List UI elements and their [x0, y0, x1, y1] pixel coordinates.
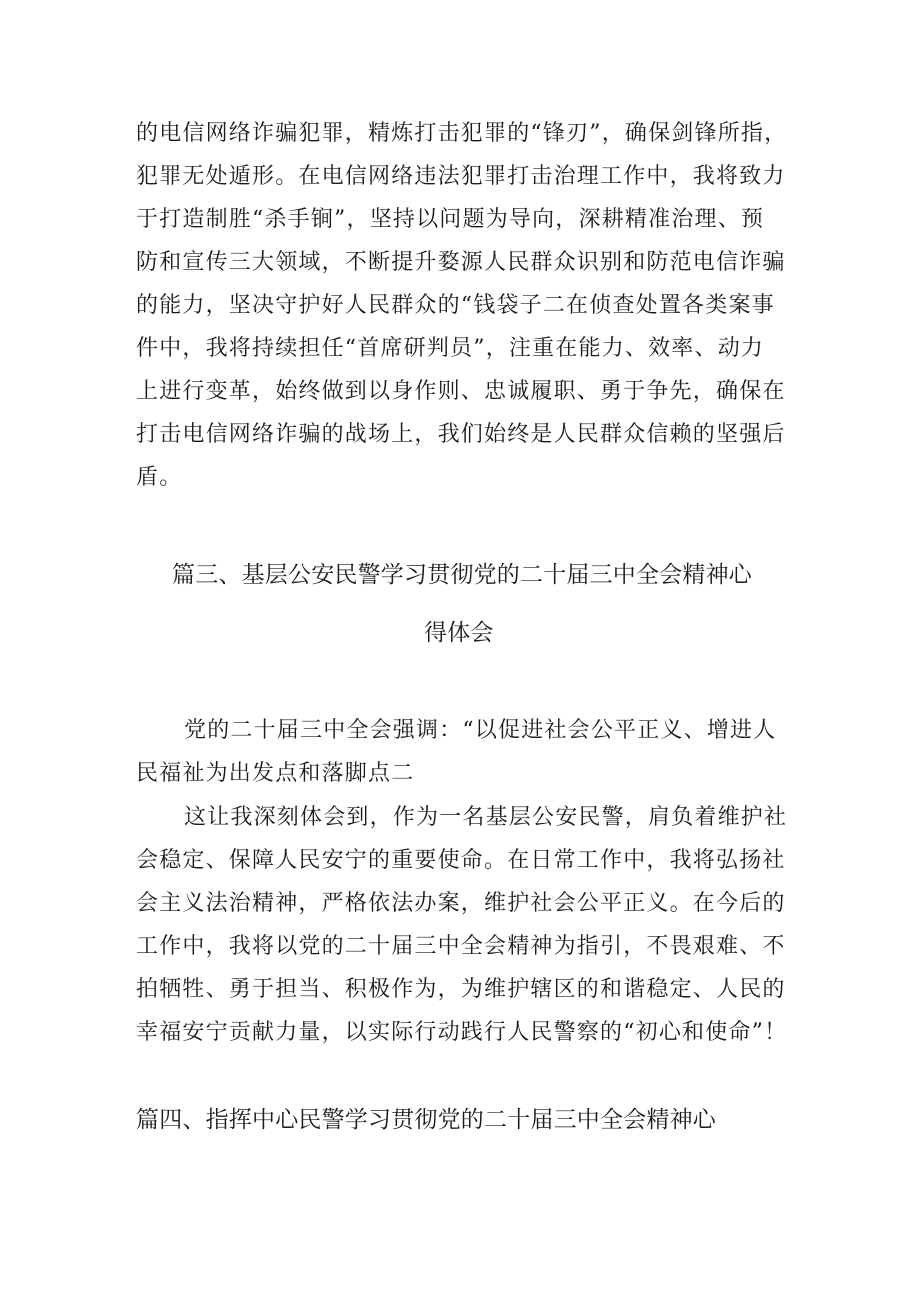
paragraph-line: 上进行变革，始终做到以身作则、忠诚履职、勇于争先，确保在	[136, 379, 786, 404]
paragraph-line: 工作中，我将以党的二十届三中全会精神为指引，不畏艰难、不	[136, 934, 786, 959]
paragraph-line: 的能力，坚决守护好人民群众的“钱袋子二在侦查处置各类案事	[136, 293, 775, 318]
paragraph-line: 打击电信网络诈骗的战场上，我们始终是人民群众信赖的坚强后	[136, 422, 786, 447]
paragraph-line: 会主义法治精神，严格依法办案，维护社会公平正义。在今后的	[136, 891, 786, 916]
paragraph-line: 这让我深刻体会到，作为一名基层公安民警，肩负着维护社	[184, 805, 788, 830]
paragraph-line: 犯罪无处遁形。在电信网络违法犯罪打击治理工作中，我将致力	[136, 164, 786, 189]
paragraph-line: 防和宣传三大领域，不断提升婺源人民群众识别和防范电信诈骗	[136, 250, 786, 275]
paragraph-line: 会稳定、保障人民安宁的重要使命。在日常工作中，我将弘扬社	[136, 848, 786, 873]
section-title: 篇四、指挥中心民警学习贯彻党的二十届三中全会精神心	[136, 1107, 716, 1133]
section-title-continued: 得体会	[424, 620, 494, 646]
paragraph-line: 件中，我将持续担任“首席研判员”，注重在能力、效率、动力	[136, 336, 765, 361]
paragraph-line: 民福祉为出发点和落脚点二	[136, 761, 415, 786]
paragraph-line: 于打造制胜“杀手锏”，坚持以问题为导向，深耕精准治理、预	[136, 207, 765, 232]
section-title: 篇三、基层公安民警学习贯彻党的二十届三中全会精神心	[172, 562, 752, 588]
paragraph-line: 幸福安宁贡献力量，以实际行动践行人民警察的“初心和使命”！	[136, 1020, 788, 1045]
paragraph-line: 党的二十届三中全会强调：“以促进社会公平正义、增进人	[184, 718, 777, 743]
paragraph-line: 的电信网络诈骗犯罪，精炼打击犯罪的“锋刃”，确保剑锋所指，	[136, 121, 788, 146]
paragraph-line: 拍牺牲、勇于担当、积极作为，为维护辖区的和谐稳定、人民的	[136, 977, 786, 1002]
paragraph-line: 盾。	[136, 465, 183, 490]
